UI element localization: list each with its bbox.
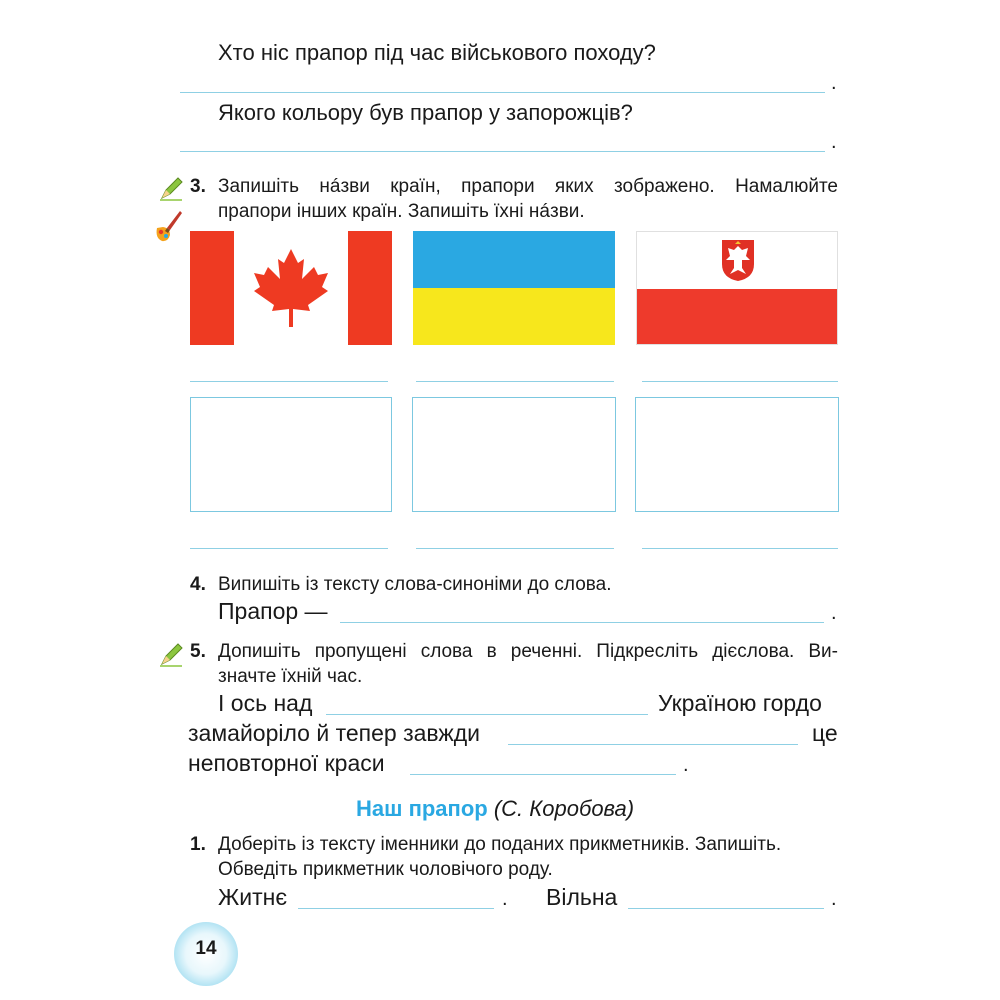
answer-line[interactable] <box>410 774 676 775</box>
sentence-part: замайоріло й тепер завжди <box>188 720 481 746</box>
page-number: 14 <box>195 938 217 959</box>
task-number: 5. <box>190 641 206 662</box>
task-number: 3. <box>190 176 206 197</box>
answer-line[interactable] <box>642 381 838 382</box>
task-1-line-1: Доберіть із тексту іменники до поданих прикметників. Запишіть. <box>218 834 782 855</box>
task-4-line-1: Випишіть із тексту слова-синоніми до слова. <box>218 574 612 595</box>
drawing-box[interactable] <box>190 397 392 512</box>
paint-brush-icon <box>154 208 184 244</box>
sentence-part: І ось над <box>218 690 313 716</box>
answer-line[interactable] <box>416 381 614 382</box>
answer-line[interactable] <box>298 908 494 909</box>
task-5-line-1: Допишіть пропущені слова в реченні. Підкресліть дієслова. Ви- <box>218 641 838 662</box>
task-number: 4. <box>190 574 206 595</box>
drawing-box[interactable] <box>635 397 839 512</box>
maple-leaf-icon <box>252 247 330 329</box>
period: . <box>683 754 689 776</box>
answer-line[interactable] <box>180 151 825 152</box>
drawing-box[interactable] <box>412 397 616 512</box>
answer-line[interactable] <box>326 714 648 715</box>
answer-line[interactable] <box>340 622 824 623</box>
answer-line[interactable] <box>628 908 824 909</box>
period: . <box>502 888 508 910</box>
section-title: Наш прапор <box>356 796 488 821</box>
task-5-line-2: значте їхній час. <box>218 666 363 687</box>
sentence-part: це <box>812 720 838 746</box>
pencil-icon <box>158 176 184 202</box>
task-3-line-1: Запишіть нáзви країн, прапори яких зображено. Намалюйте <box>218 176 838 197</box>
answer-line[interactable] <box>180 92 825 93</box>
period: . <box>831 72 837 94</box>
poland-flag <box>636 231 838 345</box>
period: . <box>831 888 837 910</box>
task-number: 1. <box>190 834 206 855</box>
ukraine-flag <box>413 231 615 345</box>
coat-of-arms-icon <box>720 238 756 282</box>
period: . <box>831 131 837 153</box>
period: . <box>831 602 837 624</box>
answer-line[interactable] <box>190 548 388 549</box>
answer-line[interactable] <box>190 381 388 382</box>
section-author: (С. Коробова) <box>493 796 635 821</box>
canada-flag <box>190 231 392 345</box>
sentence-part: неповторної краси <box>188 750 385 776</box>
answer-line[interactable] <box>416 548 614 549</box>
section-heading <box>356 796 634 822</box>
sentence-part: Україною гордо <box>658 690 822 716</box>
task-1-line-2: Обведіть прикметник чоловічого роду. <box>218 859 553 880</box>
word-prapor: Прапор — <box>218 598 328 624</box>
adjective-word: Житнє <box>218 884 288 910</box>
answer-line[interactable] <box>508 744 798 745</box>
question-flag-color: Якого кольору був прапор у запорожців? <box>218 100 633 125</box>
pencil-icon <box>158 642 184 668</box>
question-flag-bearer: Хто ніс прапор під час військового походу? <box>218 40 656 65</box>
adjective-word: Вільна <box>546 884 618 910</box>
answer-line[interactable] <box>642 548 838 549</box>
task-3-line-2: прапори інших країн. Запишіть їхні нáзви. <box>218 201 585 222</box>
